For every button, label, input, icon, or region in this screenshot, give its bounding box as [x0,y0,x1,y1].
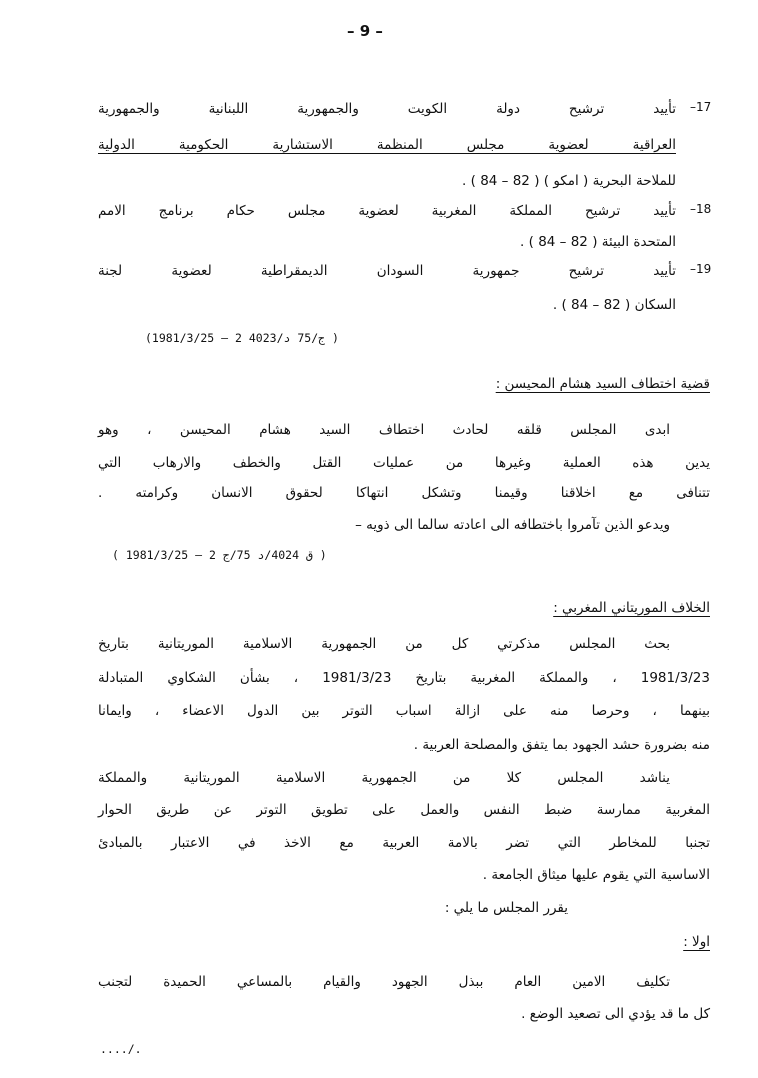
paragraph-line: منه بضرورة حشد الجهود بما يتفق والمصلحة العربية . [413,737,710,753]
paragraph-line: المغربية ممارسة ضبط النفس والعمل على تطويق التوتر عن طريق الحوار [98,802,710,818]
item-number: –19 [690,262,712,276]
item-line: تأييد ترشيح المملكة المغربية لعضوية مجلس حكام برنامج الامم [98,203,676,219]
paragraph-line: يقرر المجلس ما يلي : [444,900,568,916]
item-line: تأييد ترشيح جمهورية السودان الديمقراطية لعضوية لجنة [98,263,676,279]
paragraph-line: بينهما ، وحرصا منه على ازالة اسباب التوتر بين الدول الاعضاء ، وايمانا [98,703,710,719]
section-heading: قضية اختطاف السيد هشام المحيسن : [495,376,710,392]
continuation-mark: ..../. [100,1042,142,1056]
section-heading: الخلاف الموريتاني المغربي : [553,600,710,616]
paragraph-line: يدين هذه العملية وغيرها من عمليات القتل والخطف والارهاب التي [98,455,710,471]
page-number: – 9 – [347,22,383,40]
paragraph-line: يناشد المجلس كلا من الجمهورية الاسلامية الموريتانية والمملكة [98,770,670,786]
item-number: –17 [690,100,712,114]
paragraph-line: كل ما قد يؤدي الى تصعيد الوضع . [521,1006,710,1022]
reference-number: (1981/3/25 – 2 ج/75 د/4023 ) [145,331,339,345]
reference-number: ( ق 4024/د 75/ج 2 – 1981/3/25 ) [112,548,327,562]
item-line: تأييد ترشيح دولة الكويت والجمهورية اللبنانية والجمهورية [98,101,676,117]
paragraph-line: تجنبا للمخاطر التي تضر بالامة العربية مع الاخذ في الاعتبار بالمبادئ [98,835,710,851]
paragraph-line: بحث المجلس مذكرتي كل من الجمهورية الاسلامية الموريتانية بتاريخ [98,636,670,652]
first-label: اولا : [683,934,710,950]
paragraph-line: تتنافى مع اخلاقنا وقيمنا وتشكل انتهاكا لحقوق الانسان وكرامته . [98,485,710,501]
item-number: –18 [690,202,712,216]
item-line: العراقية لعضوية مجلس المنظمة الاستشارية الحكومية الدولية [98,137,676,153]
paragraph-line: 1981/3/23 ، والمملكة المغربية بتاريخ 1981/3/23 ، بشأن الشكاوي المتبادلة [98,670,710,686]
paragraph-line: ويدعو الذين تآمروا باختطافه الى اعادته سالما الى ذويه – [355,517,670,533]
paragraph-line: تكليف الامين العام ببذل الجهود والقيام بالمساعي الحميدة لتجنب [98,974,670,990]
paragraph-line: الاساسية التي يقوم عليها ميثاق الجامعة . [482,867,710,883]
paragraph-line: ابدى المجلس قلقه لحادث اختطاف السيد هشام المحيسن ، وهو [98,422,670,438]
item-line: المتحدة البيئة ( 82 – 84 ) . [520,234,676,250]
item-line: للملاحة البحرية ( امكو ) ( 82 – 84 ) . [462,173,676,189]
item-line: السكان ( 82 – 84 ) . [552,297,676,313]
